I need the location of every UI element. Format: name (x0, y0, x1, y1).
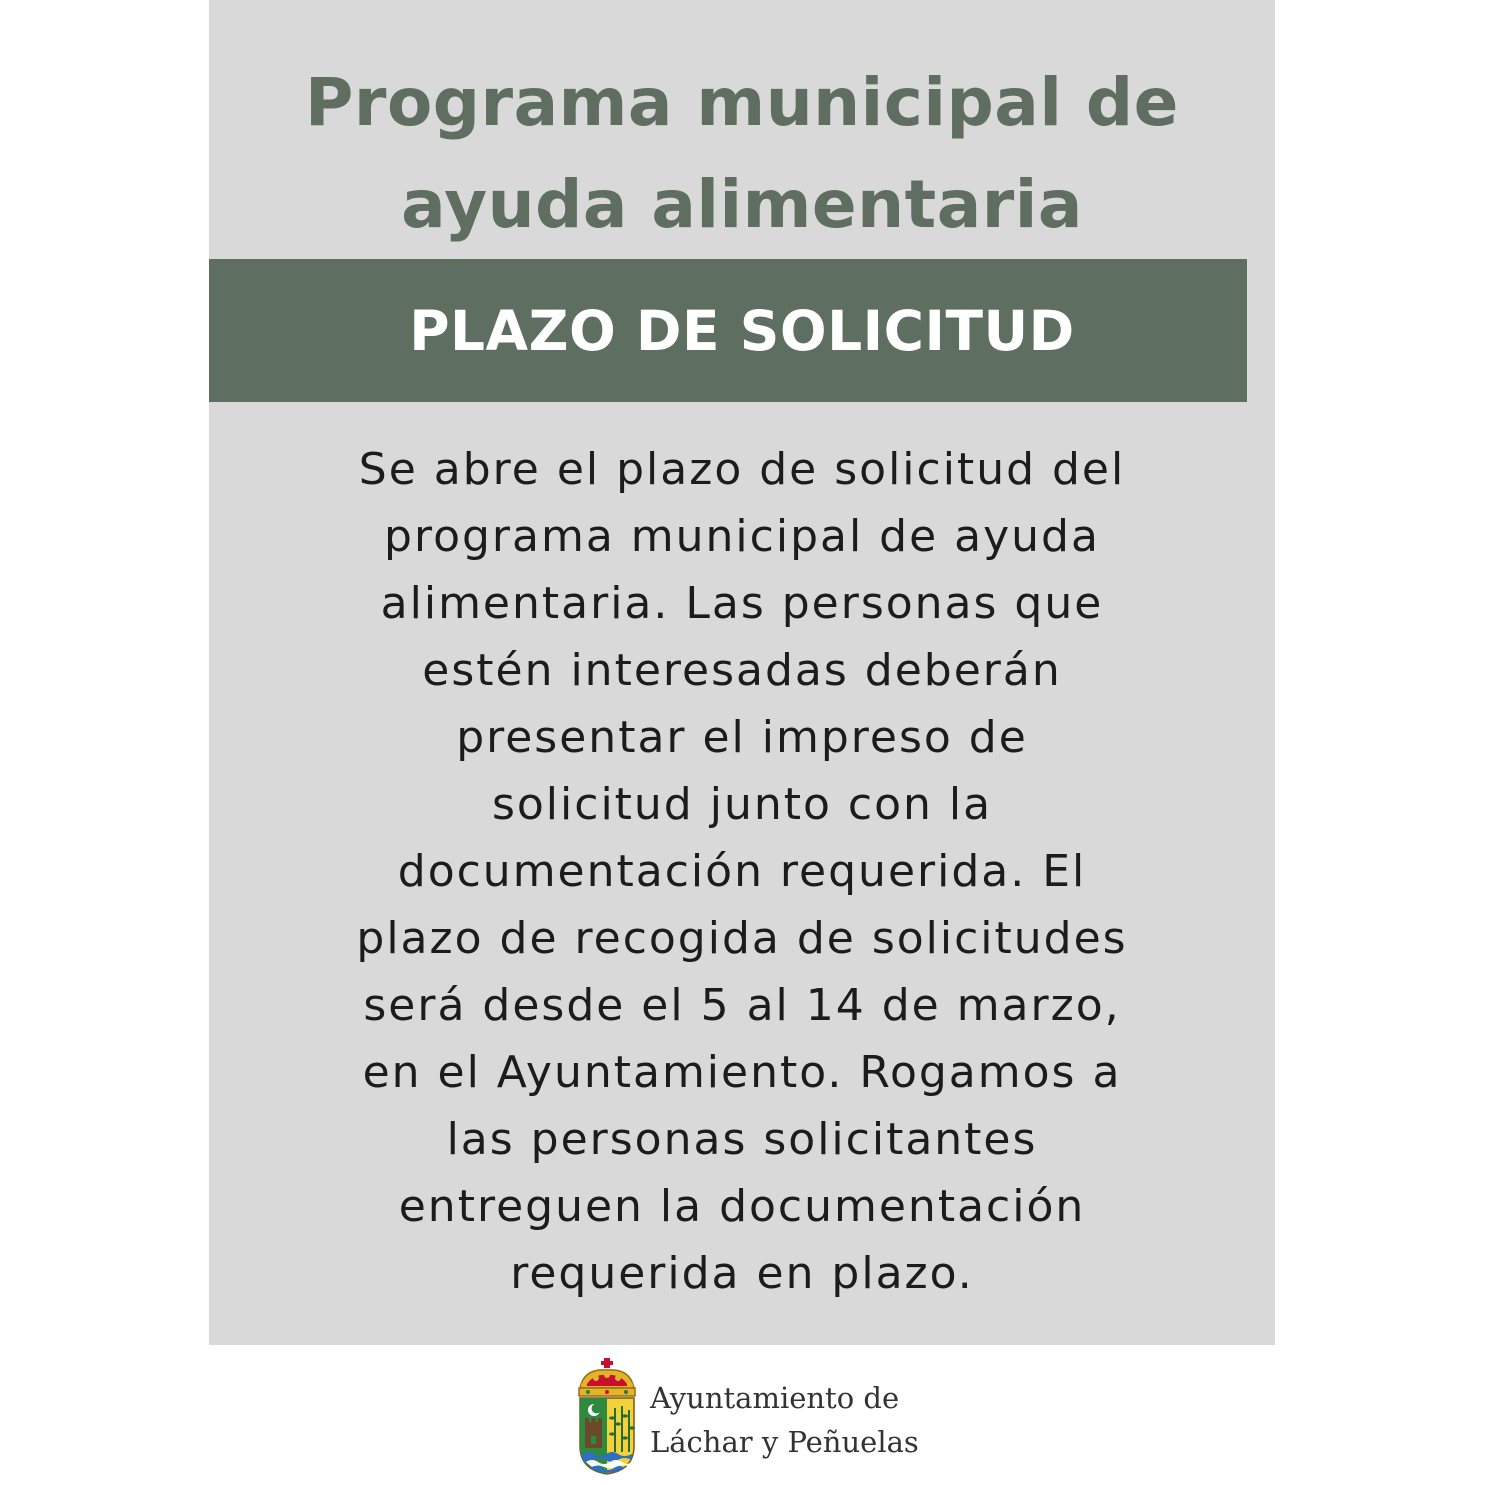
footer-logo (574, 1358, 919, 1476)
body-line: alimentaria. Las personas que (380, 578, 1104, 629)
title-line-1: Programa municipal de (305, 64, 1179, 141)
body-line: documentación requerida. El (397, 846, 1087, 897)
body-line: entreguen la documentación (398, 1181, 1086, 1232)
banner-label: PLAZO DE SOLICITUD (409, 298, 1075, 363)
title-line-2: ayuda alimentaria (401, 166, 1083, 243)
announcement-card (209, 0, 1275, 1345)
coat-of-arms-icon (574, 1358, 640, 1476)
page-title (209, 52, 1275, 256)
body-line: Se abre el plazo de solicitud del (358, 444, 1126, 495)
footer-line-2: Láchar y Peñuelas (650, 1425, 919, 1459)
body-line: estén interesadas deberán (422, 645, 1062, 696)
body-line: presentar el impreso de (456, 712, 1028, 763)
footer-organization (650, 1376, 919, 1464)
body-line: será desde el 5 al 14 de marzo, (363, 980, 1121, 1031)
body-line: solicitud junto con la (491, 779, 993, 830)
body-line: requerida en plazo. (510, 1248, 974, 1299)
body-line: plazo de recogida de solicitudes (356, 913, 1128, 964)
section-banner (209, 259, 1247, 402)
announcement-body (209, 436, 1275, 1307)
body-line: programa municipal de ayuda (384, 511, 1100, 562)
body-line: en el Ayuntamiento. Rogamos a (362, 1047, 1122, 1098)
footer-line-1: Ayuntamiento de (650, 1381, 900, 1415)
body-line: las personas solicitantes (446, 1114, 1038, 1165)
